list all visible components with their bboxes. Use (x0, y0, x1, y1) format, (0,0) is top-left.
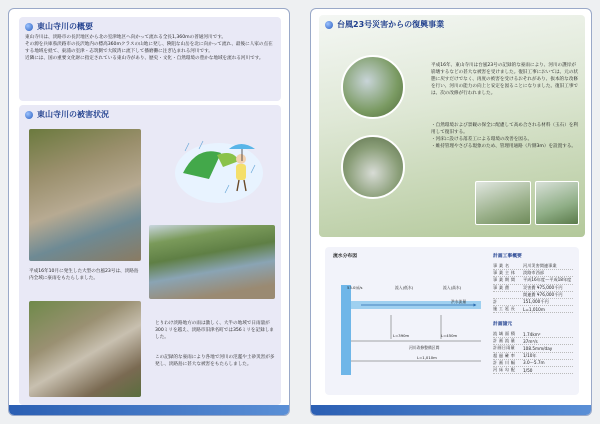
illustration (169, 135, 265, 205)
diagram-label: 流水分布図 (333, 254, 357, 259)
table-value: 1.74km² (523, 331, 541, 337)
table-key: 事 業 費 (493, 284, 510, 290)
table-row (493, 292, 573, 299)
table-row (493, 345, 573, 352)
recovery-text: 平成16年、東山寺川は台風23号の記録的な豪雨により、河川の護岸が崩壊するなどの甚大な被害を受けました。復旧工事においては、元の状態に戻すだけでなく、再度の被害を受けるおそれがあり、抜本的な改修を行い、河川の能力の向上と安定を図ることになりました。復旧工事では、次の改修が行われました。 (431, 63, 579, 96)
bullet-icon (25, 23, 33, 31)
bullet-icon (25, 111, 33, 119)
damage-caption-3: この記録的な豪雨により各地で河川の氾濫や土砂災害が多発し、淡路島に甚大な被害をもたらしました。 (155, 355, 275, 367)
dimension-label: L=450m (441, 333, 458, 338)
table-row (493, 306, 573, 313)
table-row (493, 353, 573, 360)
table-key: 計 画 流 量 (493, 338, 516, 344)
table-key: 流 域 面 積 (493, 331, 516, 337)
recovery-photo-3 (475, 181, 531, 225)
diagram-panel (325, 247, 579, 395)
table-value: 災害費 ¥75,000千円 (523, 284, 563, 290)
table-row (493, 360, 573, 367)
left-page (8, 8, 290, 416)
table-row (493, 285, 573, 292)
table-key: 計 画 川 幅 (493, 359, 516, 365)
table-value: 河川災害関連事業 (523, 263, 557, 269)
overview-paragraph: 近隣には、国の重要文化財に指定されている東山寺があり、歴史・文化・自然環境の豊かな地域を流れる河川です。 (25, 55, 264, 61)
table-value: 1/10年 (523, 352, 537, 358)
recovery-section (319, 15, 585, 237)
overview-paragraph: 東山寺川は、淡路市の長沢地区から北の室津地区へ向かって流れる全長1,360mの普通河川です。 (25, 35, 227, 40)
table-key: 事 業 主 体 (493, 270, 516, 276)
page-bottom-bar (9, 405, 289, 415)
flow-label: 流入(高水) (443, 285, 462, 290)
table-value: L=1,010m (523, 306, 545, 312)
table-value: 3.0〜5.7m (523, 359, 545, 365)
table-value: 37m³/s (523, 338, 538, 344)
table-value: 関連費 ¥76,000千円 (523, 291, 563, 297)
overview-title: 東山寺川の概要 (37, 22, 93, 31)
damage-caption-2: とりわけ淡路地方の雨は激しく、大半の地域で日雨量が300ミリを越え、淡路市旧津名町では356ミリを記録しました。 (155, 321, 274, 340)
flow-label: 53.0㎥/s (347, 285, 363, 290)
table-value: 1/50 (523, 367, 533, 373)
right-page (310, 8, 592, 416)
table-key: 計 (493, 299, 498, 305)
damage-title: 東山寺川の被害状況 (37, 110, 109, 119)
river-main (341, 285, 351, 375)
plan-title: 計画工事概要 (493, 254, 522, 259)
dimension-label: L=390m (393, 333, 410, 338)
table-row (493, 277, 573, 284)
damage-box (19, 105, 281, 405)
damage-photo-2 (149, 225, 275, 299)
umbrella-girl-icon (169, 135, 265, 205)
plan-table (493, 263, 573, 313)
recovery-bullet: ・河床に設ける落差工による環境の改善を図る。 (431, 136, 533, 142)
damage-heading (25, 109, 109, 120)
table-row (493, 367, 573, 374)
spec-table (493, 331, 573, 374)
recovery-bullets (431, 123, 579, 151)
table-value: 平成16年度〜平成18年度 (523, 277, 572, 283)
damage-caption-1: 平成16年10月に発生した大型の台風23号は、淡路島内全域に豪雨をもたらしました。 (29, 269, 139, 281)
table-key: 事 業 名 (493, 263, 510, 269)
dimension-label: L=1,010m (417, 355, 437, 360)
table-key: 超 過 確 率 (493, 352, 516, 358)
bullet-icon (325, 21, 333, 29)
recovery-bullet: ・維持管理やさびる現象のため、管理用通路（片側3m）を設置する。 (431, 143, 577, 149)
overview-paragraph: その源を兵庫県淡路市の長沢地内の標高360mクラスの山地に発し、険阻な山岳を北に向かって流れ、最後に人家の点在する地域を経て、東浦の室津・志筑側で大阪湾に流下して播磨灘に注ぎ込まれる河川です。 (25, 41, 273, 54)
damage-photo-1 (29, 129, 141, 261)
recovery-photo-circle-2 (341, 135, 405, 199)
overview-heading (25, 21, 275, 32)
table-value: 151,000千円 (523, 299, 549, 305)
recovery-bullet: ・自然環境および景観の保全に配慮して高め合される材料（玉石）を利用して復旧する。 (431, 123, 579, 135)
table-key: 施 工 延 長 (493, 306, 516, 312)
damage-photo-3 (29, 301, 141, 397)
flow-label: 流入(低水) (395, 285, 414, 290)
recovery-photo-4 (535, 181, 579, 225)
overview-text (25, 35, 275, 63)
table-value: 108.5mm/day (523, 345, 553, 351)
table-key: 事 業 期 間 (493, 277, 516, 283)
recovery-photo-circle-1 (341, 55, 405, 119)
table-value: 淡路市西部 (523, 270, 544, 276)
flow-diagram (331, 265, 487, 389)
spec-title: 計画諸元 (493, 322, 513, 327)
dimension-label: 河川改修整備区間 (409, 345, 440, 350)
recovery-title: 台風23号災害からの復興事業 (337, 20, 445, 29)
page-bottom-bar (311, 405, 591, 415)
recovery-heading (325, 19, 444, 30)
table-key: 河 床 勾 配 (493, 367, 516, 373)
flow-label: 洪水流量 (451, 299, 467, 304)
overview-box (19, 17, 281, 101)
table-key: 計画日雨量 (493, 345, 515, 351)
